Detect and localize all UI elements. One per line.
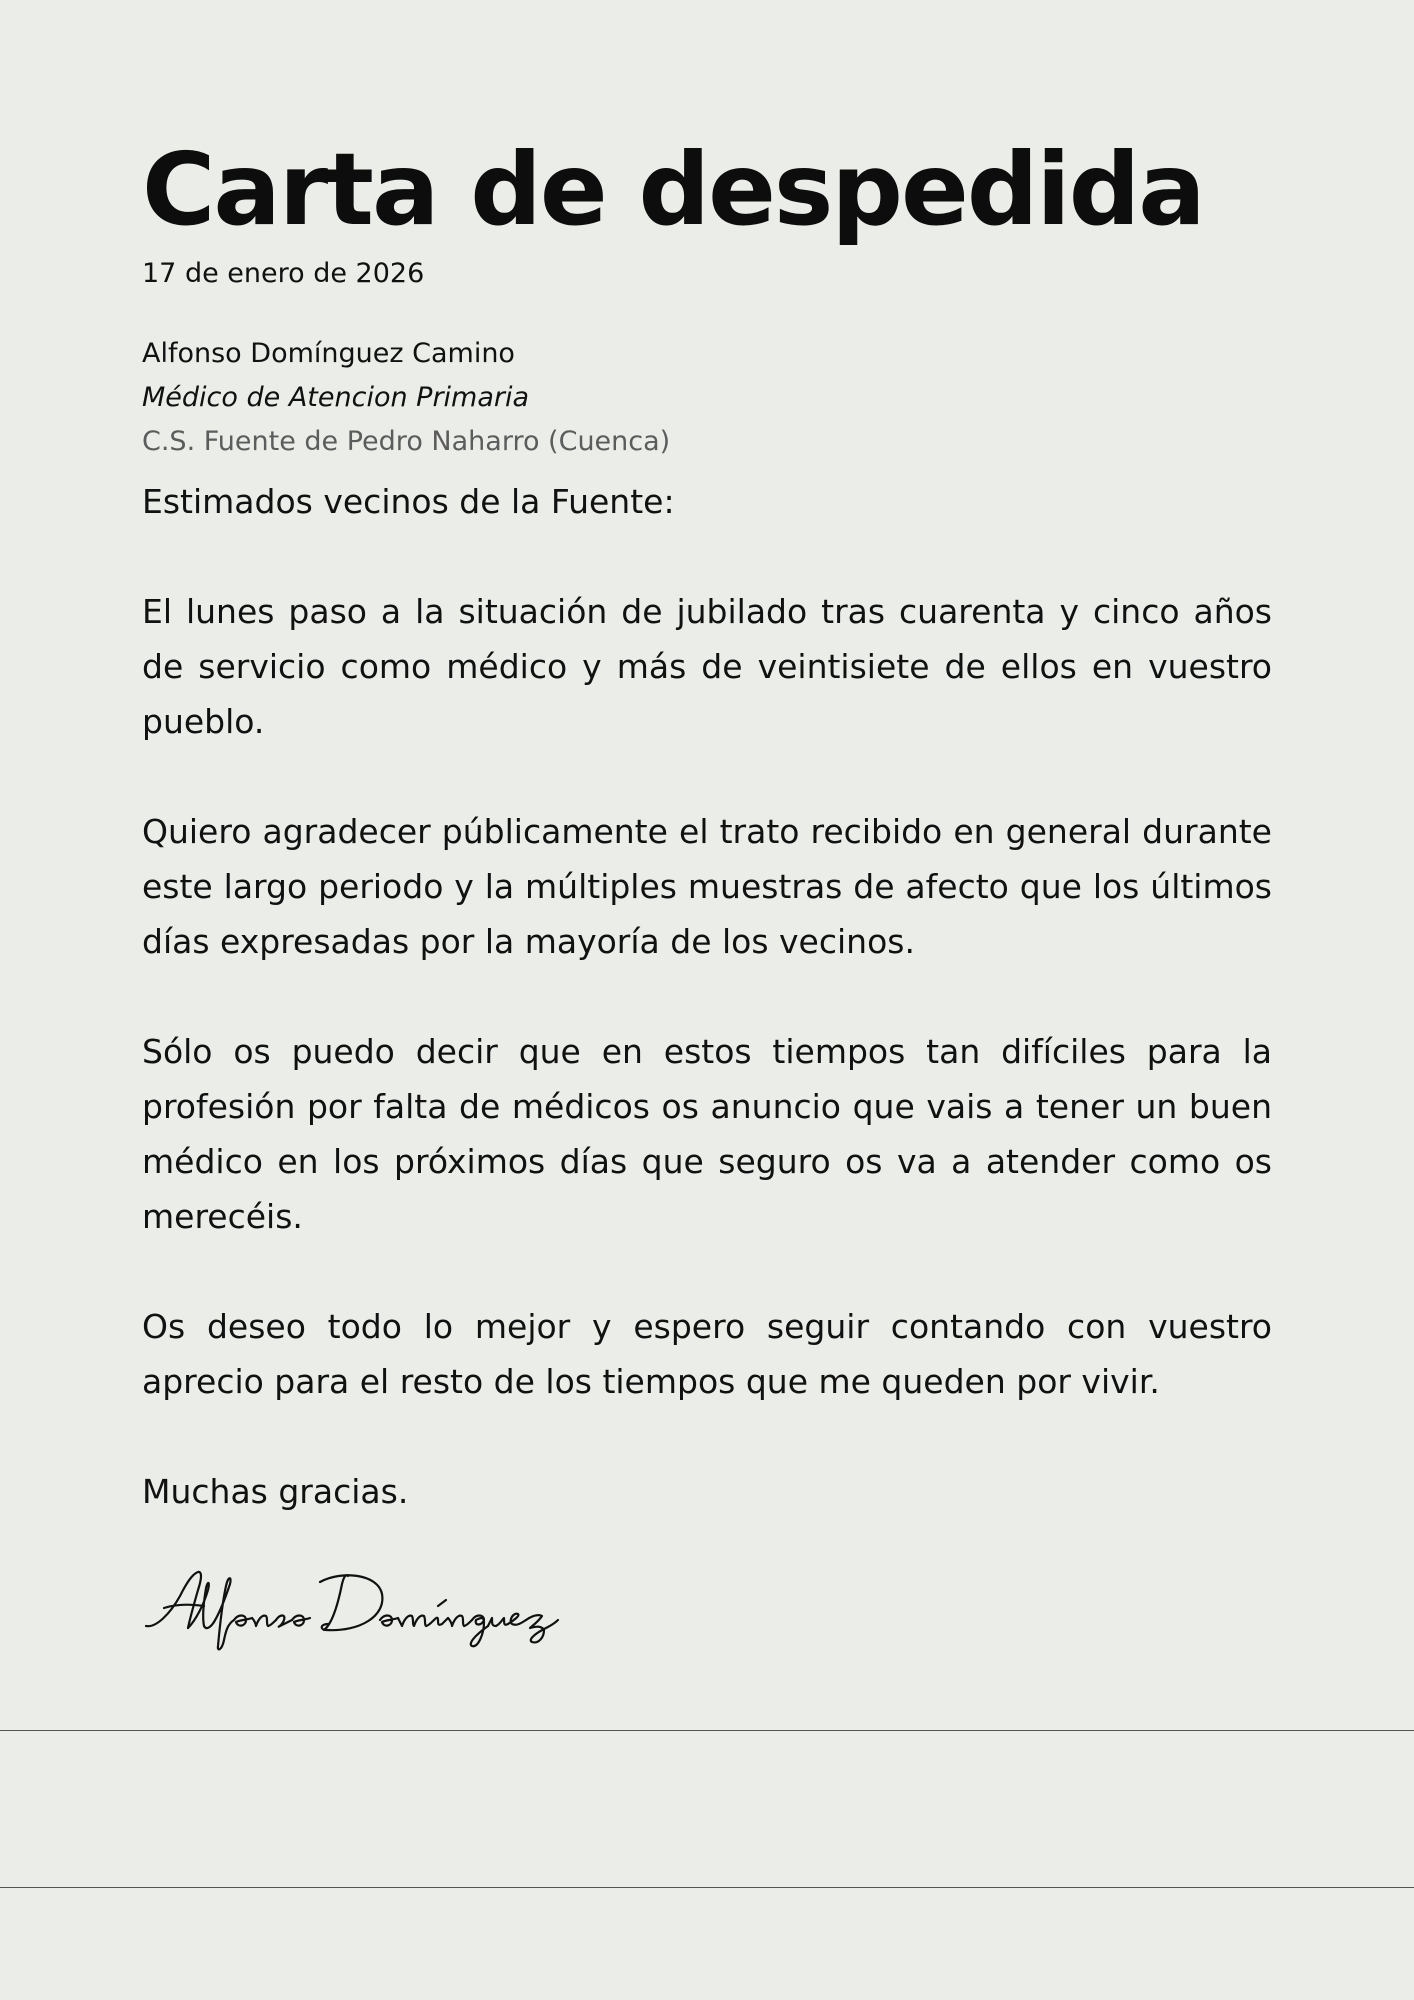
divider-line (0, 1887, 1414, 1888)
sender-role: Médico de Atencion Primaria (142, 382, 530, 413)
sender-block (142, 332, 1272, 464)
handwritten-signature (142, 1564, 1272, 1654)
divider-line (0, 1730, 1414, 1731)
sender-name: Alfonso Domínguez Camino (142, 338, 515, 369)
letter-closing: Muchas gracias. (142, 1472, 409, 1511)
letter-paragraph: El lunes paso a la situación de jubilado tras cuarenta y cinco años de servicio como médico y más de veintisiete de ellos en vuestro pueblo. (142, 592, 1272, 741)
letter-paragraph: Quiero agradecer públicamente el trato recibido en general durante este largo periodo y la múltiples muestras de afecto que los últimos días expresadas por la mayoría de los vecinos. (142, 812, 1272, 961)
sender-place: C.S. Fuente de Pedro Naharro (Cuenca) (142, 426, 671, 457)
letter-body (142, 474, 1272, 1519)
letter-greeting: Estimados vecinos de la Fuente: (142, 482, 675, 521)
letter-paragraph: Sólo os puedo decir que en estos tiempos tan difíciles para la profesión por falta de médicos os anuncio que vais a tener un buen médico en los próximos días que seguro os va a atender como os merecéis. (142, 1032, 1272, 1236)
signature-image (142, 1564, 562, 1654)
page-title: Carta de despedida (142, 131, 1204, 248)
letter-paragraph: Os deseo todo lo mejor y espero seguir contando con vuestro aprecio para el resto de los tiempos que me queden por vivir. (142, 1307, 1272, 1401)
letter-date: 17 de enero de 2026 (142, 258, 425, 289)
letter-page (142, 130, 1272, 1654)
